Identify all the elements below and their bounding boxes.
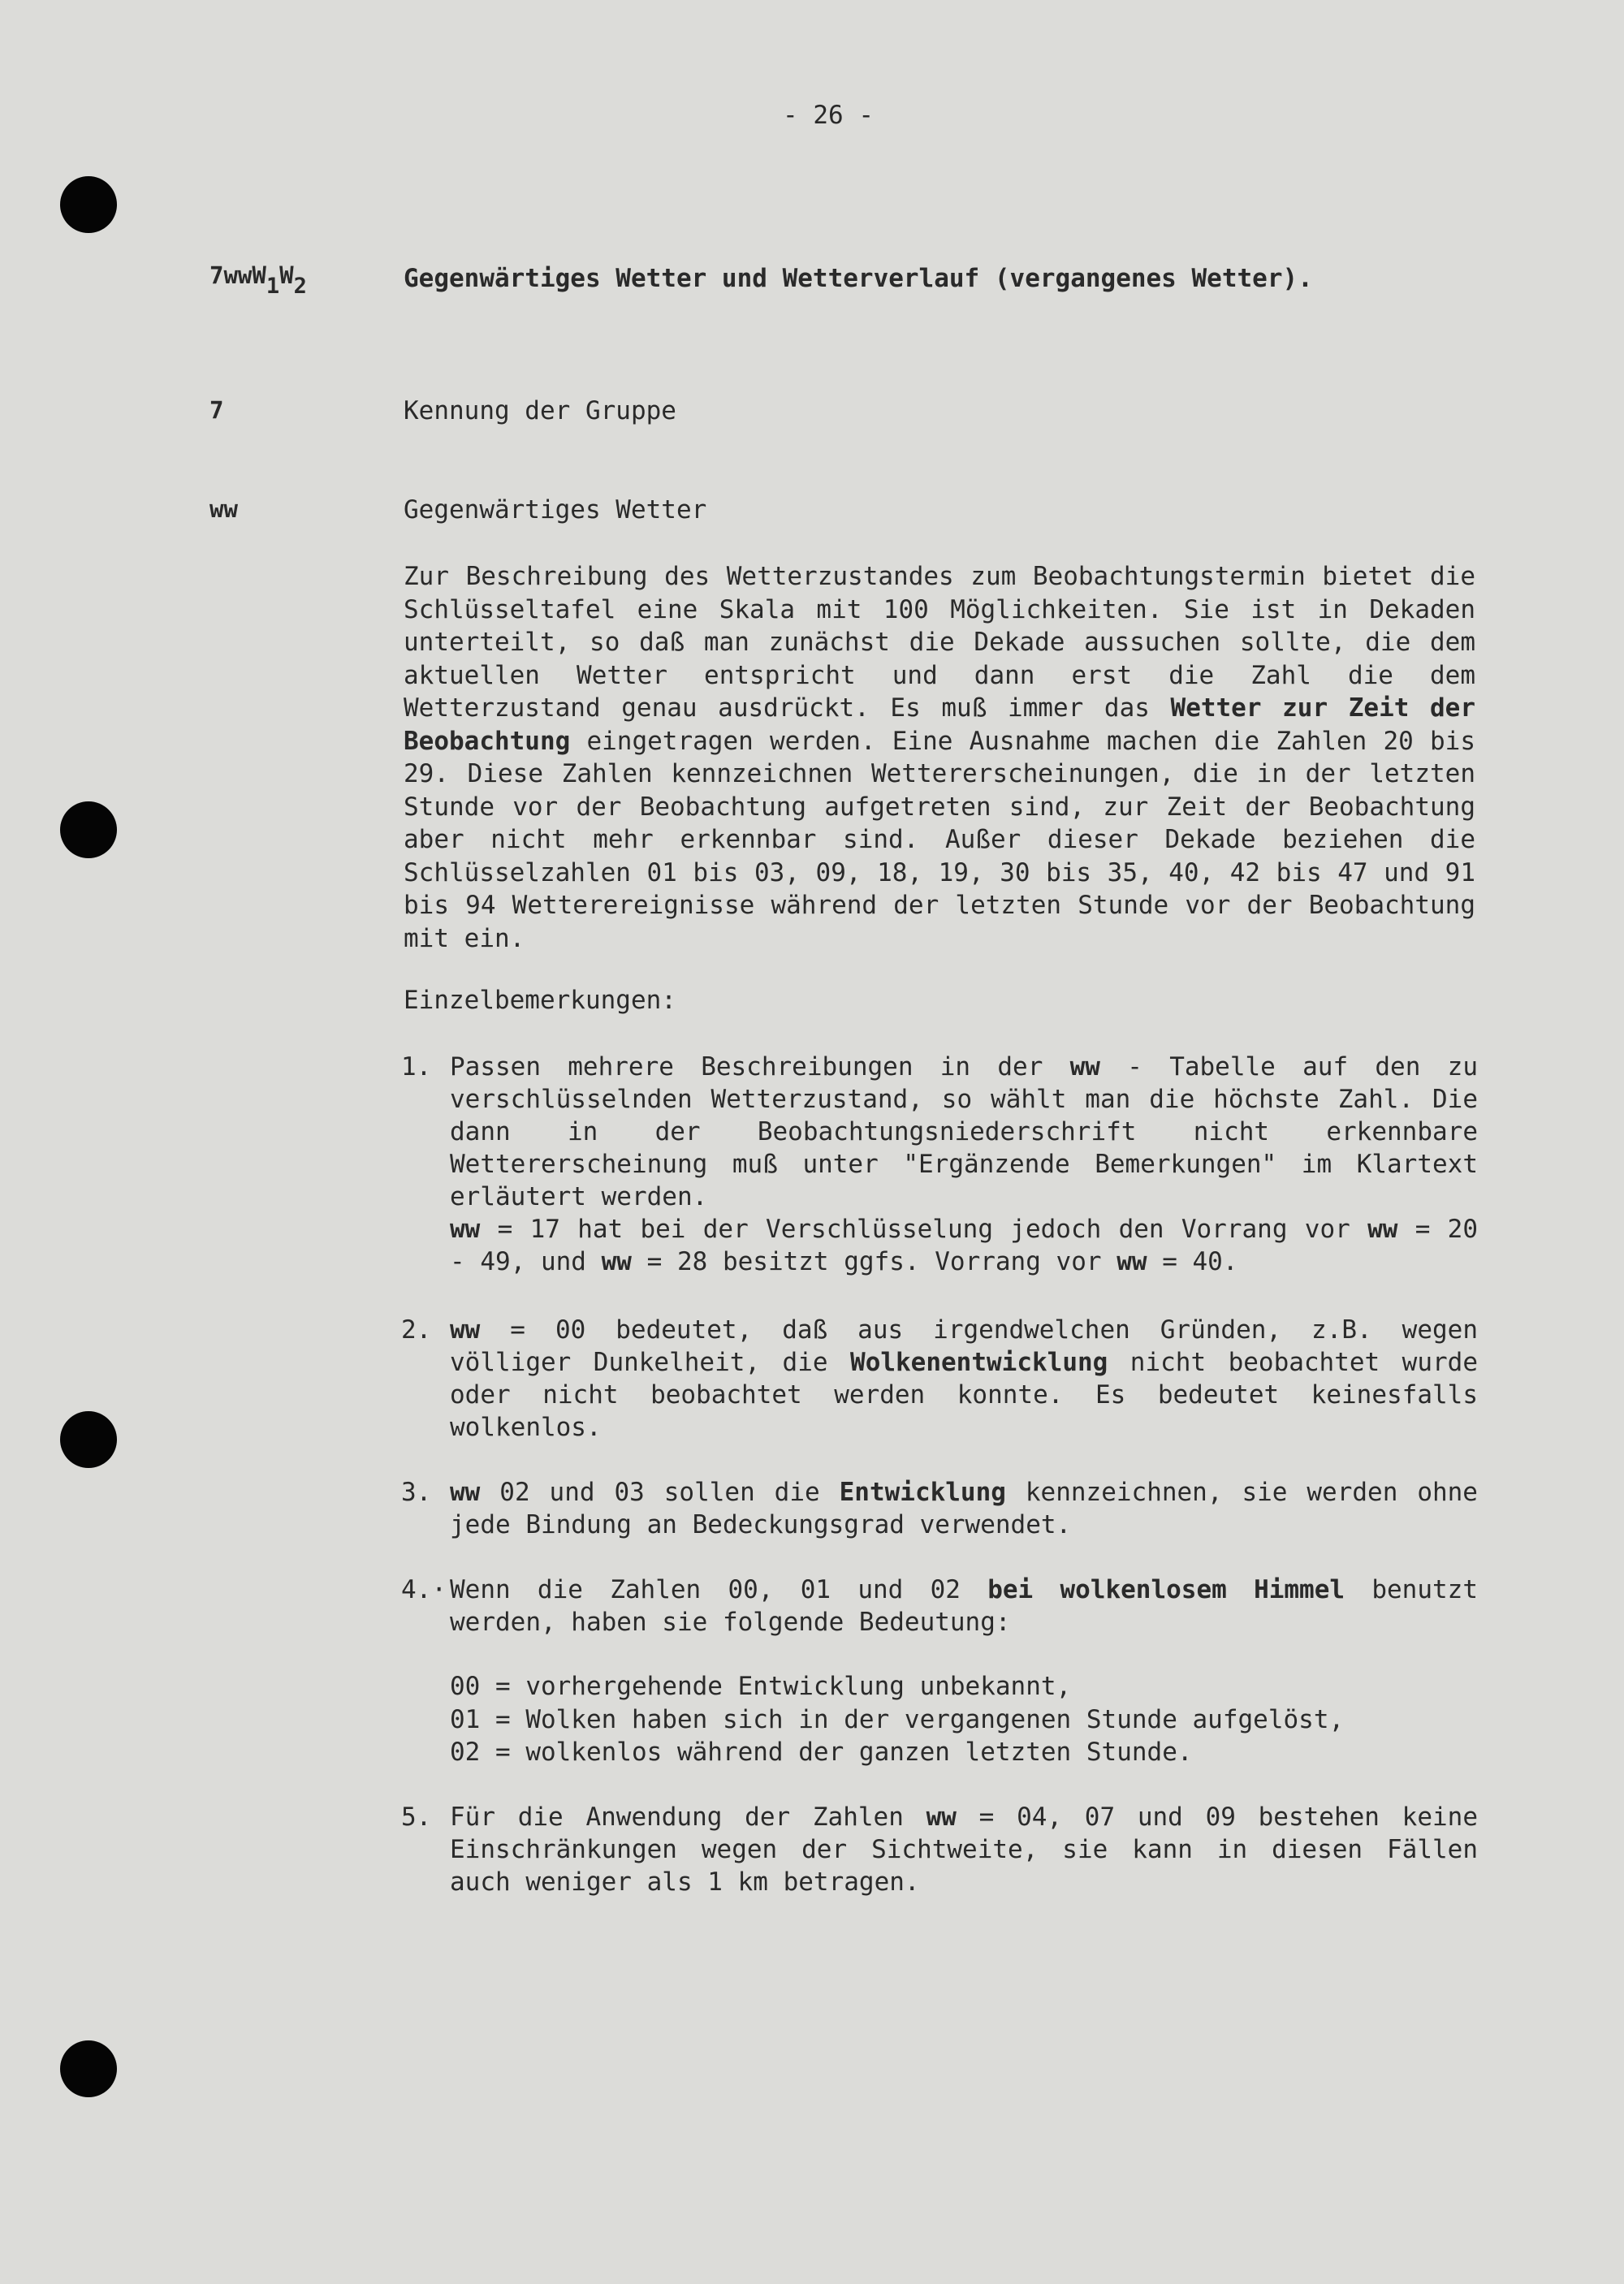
section-heading: Gegenwärtiges Wetter und Wetterverlauf (vergangenes Wetter). [404, 264, 1313, 293]
legend-entry: 01 = Wolken haben sich in der vergangenen Stunde aufgelöst, [450, 1704, 1345, 1734]
remark-item-5: 5. Für die Anwendung der Zahlen ww = 04, 07 und 09 bestehen keine Einschränkungen wegen der Sichtweite, sie kann in diesen Fällen auch weniger als 1 km betragen. [401, 1803, 1479, 1897]
legend-list [450, 1670, 1344, 1769]
remark-item-1: 1. Passen mehrere Beschreibungen in der ww - Tabelle auf den zu verschlüsselnden Wetterzustand, so wählt man die höchste Zahl. Die dann in der Beobachtungsniederschrift nicht erkennbare Wettererscheinung muß unter "Ergänzende Bemerkungen" im Klartext erläutert werden. ww = 17 hat bei der Verschlüsselung jedoch den Vorrang vor ww = 20 - 49, und ww = 28 besitzt ggfs. Vorrang vor ww = 40. [401, 1052, 1478, 1276]
label-gegenwaertiges-wetter: Gegenwärtiges Wetter [404, 495, 707, 525]
remarks-title: Einzelbemerkungen: [404, 986, 676, 1015]
remark-item-4: 4.· Wenn die Zahlen 00, 01 und 02 bei wolkenlosem Himmel benutzt werden, haben sie folgende Bedeutung: [401, 1575, 1478, 1637]
code-ww: ww [209, 495, 238, 523]
intro-paragraph: Zur Beschreibung des Wetterzustandes zum Beobachtungstermin bietet die Schlüsseltafel eine Skala mit 100 Möglichkeiten. Sie ist in Dekaden unterteilt, so daß man zunächst die Dekade aussuchen sollte, die dem aktuellen Wetter entspricht und dann erst die Zahl die dem Wetterzustand genau ausdrückt. Es muß immer das Wetter zur Zeit der Beobachtung eingetragen werden. Eine Ausnahme machen die Zahlen 20 bis 29. Diese Zahlen kennzeichnen Wettererscheinungen, die in der letzten Stunde vor der Beobachtung aufgetreten sind, zur Zeit der Beobachtung aber nicht mehr erkennbar sind. Außer dieser Dekade beziehen die Schlüsselzahlen 01 bis 03, 09, 18, 19, 30 bis 35, 40, 42 bis 47 und 91 bis 94 Wetterereignisse während der letzten Stunde vor der Beobachtung mit ein. [404, 562, 1475, 953]
label-kennung: Kennung der Gruppe [404, 396, 676, 425]
code-7: 7 [209, 396, 224, 424]
punch-hole [60, 176, 117, 233]
remark-item-3: 3. ww 02 und 03 sollen die Entwicklung kennzeichnen, sie werden ohne jede Bindung an Bedeckungsgrad verwendet. [401, 1478, 1478, 1539]
page-number: - 26 - [783, 101, 874, 130]
punch-hole [60, 801, 117, 858]
remark-item-2: 2. ww = 00 bedeutet, daß aus irgendwelchen Gründen, z.B. wegen völliger Dunkelheit, die Wolkenentwicklung nicht beobachtet wurde oder nicht beobachtet werden konnte. Es bedeutet keinesfalls wolkenlos. [401, 1315, 1479, 1442]
legend-entry: 00 = vorhergehende Entwicklung unbekannt, [450, 1672, 1072, 1701]
group-code: $7wwW_1W_2$ [209, 261, 307, 299]
legend-entry: 02 = wolkenlos während der ganzen letzten Stunde. [450, 1738, 1193, 1767]
punch-hole [60, 2040, 117, 2097]
punch-hole [60, 1411, 117, 1468]
